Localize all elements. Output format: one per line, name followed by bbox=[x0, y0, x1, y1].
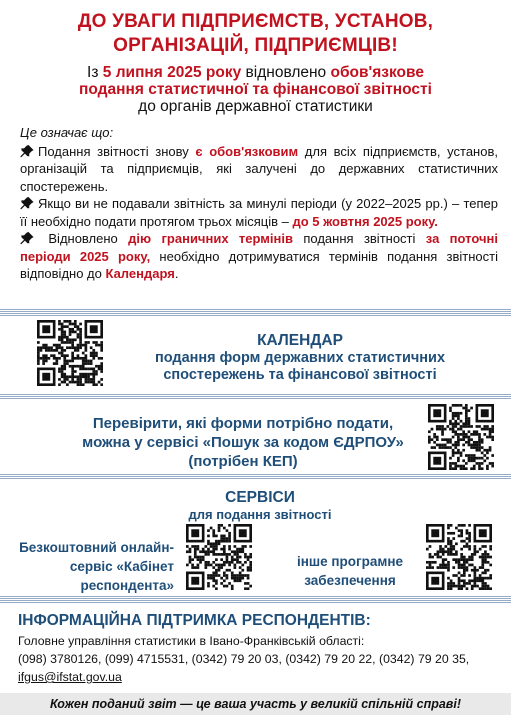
qr-code-icon[interactable] bbox=[37, 320, 103, 386]
point-3: Відновлено дію граничних термінів подання звітності за поточні періоди 2025 року, необхідно дотримуватися термінів подання звітності відповідно до Календаря. bbox=[20, 231, 498, 281]
divider bbox=[0, 596, 511, 604]
intro bbox=[40, 64, 471, 115]
support-email-link[interactable]: ifgus@ifstat.gov.ua bbox=[18, 670, 122, 684]
headline-line-2: ОРГАНІЗАЦІЙ, ПІДПРИЄМЦІВ! bbox=[113, 35, 398, 56]
calendar-title: КАЛЕНДАР bbox=[257, 332, 343, 349]
point-2: Якщо ви не подавали звітність за минулі періоди (у 2022–2025 рр.) – тепер її необхідно подати протягом трьох місяців – до 5 жовтня 2025 року. bbox=[20, 196, 498, 229]
intro-mid: відновлено bbox=[241, 64, 331, 81]
support-phones: (098) 3780126, (099) 4715531, (0342) 79 20 03, (0342) 79 20 22, (0342) 79 20 35, bbox=[18, 652, 470, 666]
qr-code-icon[interactable] bbox=[428, 404, 494, 470]
divider bbox=[0, 474, 511, 479]
intro-obligatory: обов'язкове bbox=[330, 64, 424, 81]
services-subtitle: для подання звітності bbox=[188, 507, 332, 522]
qr-pattern bbox=[37, 320, 103, 386]
intro-date: 5 липня 2025 року bbox=[102, 64, 242, 81]
qr-code-icon[interactable] bbox=[426, 524, 492, 590]
pushpin-icon bbox=[20, 144, 35, 158]
divider bbox=[0, 394, 511, 399]
support-title: ІНФОРМАЦІЙНА ПІДТРИМКА РЕСПОНДЕНТІВ: bbox=[18, 612, 371, 629]
qr-code-icon[interactable] bbox=[186, 524, 252, 590]
support-org: Головне управління статистики в Івано-Франківській області: bbox=[18, 634, 365, 648]
qr-pattern bbox=[426, 524, 492, 590]
divider bbox=[0, 309, 511, 317]
services-title: СЕРВІСИ bbox=[225, 489, 295, 506]
respondent-cabinet-text: Безкоштовний онлайн- сервіс «Кабінет респондента» bbox=[19, 540, 174, 593]
intro-prefix: Із bbox=[87, 64, 103, 81]
point-1: Подання звітності знову є обов'язковим для всіх підприємств, установ, організацій та підприємців, які залучені до державних статистичних спостережень. bbox=[20, 143, 498, 194]
intro-subject: подання статистичної та фінансової звітності bbox=[79, 81, 432, 98]
support-info bbox=[18, 632, 503, 686]
other-software-text: інше програмне забезпечення bbox=[296, 554, 404, 588]
intro-suffix: до органів державної статистики bbox=[138, 98, 373, 115]
edrpou-check-text: Перевірити, які форми потрібно подати, можна у сервісі «Пошук за кодом ЄДРПОУ» (потрібен КЕП) bbox=[82, 415, 404, 470]
pushpin-icon bbox=[20, 196, 35, 210]
calendar-subtitle: подання форм державних статистичних спостережень та фінансової звітності bbox=[154, 350, 446, 383]
headline-line-1: ДО УВАГИ ПІДПРИЄМСТВ, УСТАНОВ, bbox=[77, 11, 434, 32]
headline bbox=[0, 10, 511, 58]
pushpin-icon bbox=[20, 231, 35, 245]
key-points bbox=[20, 124, 498, 283]
qr-pattern bbox=[186, 524, 252, 590]
footer-slogan: Кожен поданий звіт — це ваша участь у великій спільній справі! bbox=[0, 693, 511, 715]
points-lead: Це означає що: bbox=[20, 125, 114, 140]
qr-pattern bbox=[428, 404, 494, 470]
